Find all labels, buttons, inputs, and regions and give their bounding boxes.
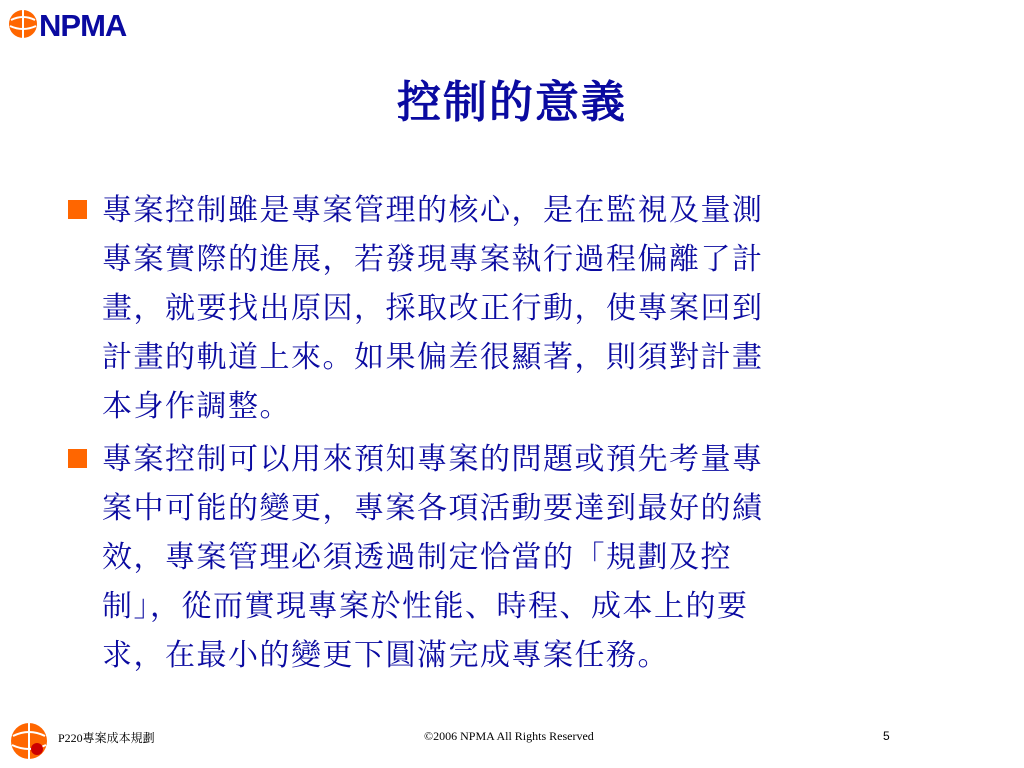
bullet-item [66, 435, 946, 680]
page-number: 5 [883, 729, 890, 743]
bullet-list [66, 186, 946, 684]
bullet-text: 專案控制雖是專案管理的核心，是在監視及量測 專案實際的進展，若發現專案執行過程偏離了計 畫，就要找出原因，採取改正行動，使專案回到 計畫的軌道上來。如果偏差很顯著，則須對計畫 本身作調整。 [102, 193, 764, 424]
bullet-text: 專案控制可以用來預知專案的問題或預先考量專 案中可能的變更，專案各項活動要達到最好的績 效，專案管理必須透過制定恰當的「規劃及控 制」，從而實現專案於性能、時程、成本上的要 求，在最小的變更下圓滿完成專案任務。 [102, 442, 764, 673]
footer-logo-icon [6, 718, 52, 764]
npma-logo [6, 6, 140, 42]
footer-copyright: ©2006 NPMA All Rights Reserved [424, 729, 594, 743]
square-bullet-icon [68, 449, 87, 468]
footer-course: P220專案成本規劃 [58, 731, 155, 745]
logo-text: NPMA [39, 8, 127, 42]
slide-title: 控制的意義 [397, 77, 627, 128]
bullet-item [66, 186, 946, 431]
square-bullet-icon [68, 200, 87, 219]
